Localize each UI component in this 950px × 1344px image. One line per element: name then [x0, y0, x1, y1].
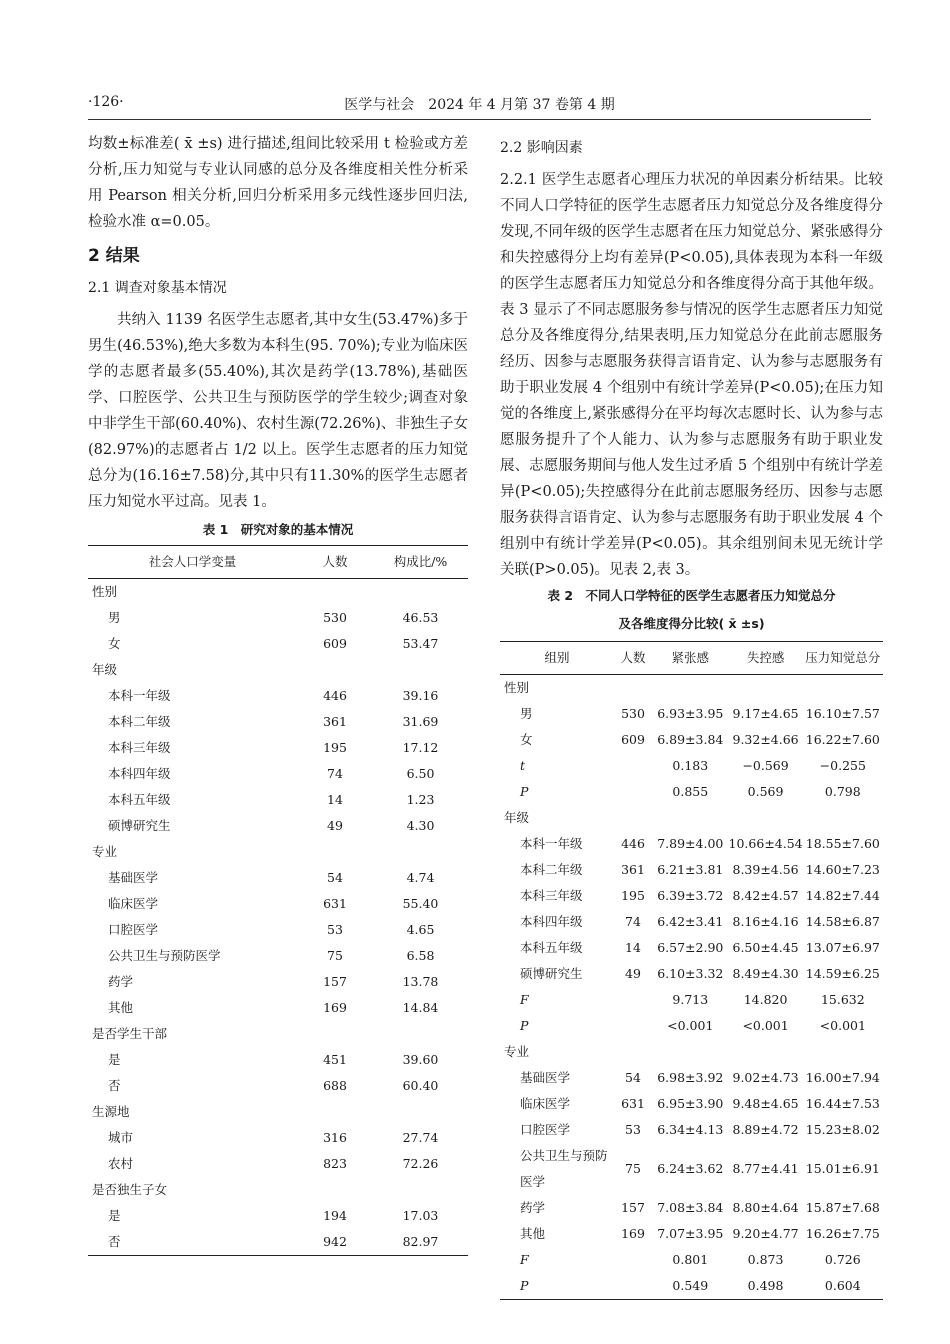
table2-cell-total: [803, 675, 883, 702]
table2-cell-label: 男: [520, 706, 533, 721]
table1-row: [88, 1073, 468, 1099]
table1-cell-count: 446: [323, 688, 347, 703]
table2-cell-loss-of-control: 9.32±4.66: [732, 732, 799, 747]
table2-cell-tension: 6.93±3.95: [657, 706, 724, 721]
table2-group-row: [500, 675, 883, 702]
table1-cell-count: 942: [297, 1229, 373, 1256]
table2-cell-loss-of-control: −0.569: [742, 758, 789, 773]
table2-cell-tension: 6.10±3.32: [657, 966, 724, 981]
table2-cell-loss-of-control: 8.16±4.16: [732, 914, 799, 929]
table1-row: [88, 891, 468, 917]
table1-cell-percent: [373, 1021, 468, 1047]
table1-cell-percent: 14.84: [402, 1000, 439, 1015]
table2-cell-tension: 6.95±3.90: [657, 1096, 724, 1111]
table1-row: [88, 1203, 468, 1229]
table2-cell-count: 54: [625, 1070, 641, 1085]
table2-cell-total: 18.55±7.60: [805, 836, 880, 851]
table1-row: [88, 709, 468, 735]
table2-cell-tension: <0.001: [667, 1018, 714, 1033]
table2-cell-tension: 7.89±4.00: [657, 836, 724, 851]
table1-cell-label: 本科三年级: [108, 740, 171, 755]
table2-cell-loss-of-control: 8.42±4.57: [732, 888, 799, 903]
table1-caption: 表 1 研究对象的基本情况: [202, 522, 354, 537]
table1-cell-percent: [373, 1099, 468, 1125]
table1-cell-label: 农村: [108, 1156, 134, 1171]
table2-cell-loss-of-control: <0.001: [742, 1018, 789, 1033]
table1-cell-percent: 17.12: [402, 740, 439, 755]
intro-paragraph: 均数±标准差( x̄ ±s) 进行描述,组间比较采用 t 检验或方差分析,压力知觉与专业认同感的总分及各维度相关性分析采用 Pearson 相关分析,回归分析采用多元线性逐步回归法,检验水准 α=0.05。: [88, 136, 468, 230]
table1-cell-percent: 55.40: [402, 896, 439, 911]
table2-stat-row: [500, 1273, 883, 1300]
table1-cell-count: 688: [323, 1078, 347, 1093]
table2-cell-count: 446: [621, 836, 645, 851]
table2-stat-row: [500, 987, 883, 1013]
table2-cell-tension: 6.42±3.41: [657, 914, 724, 929]
table1-group-row: [88, 839, 468, 865]
table1-cell-count: [297, 1021, 373, 1047]
table2-row: [500, 1091, 883, 1117]
table2-cell-loss-of-control: 0.873: [747, 1252, 784, 1267]
table2-cell-loss-of-control: [729, 675, 803, 702]
table2-group-row: [500, 1039, 883, 1065]
table2-cell-tension: [652, 1039, 728, 1065]
table2-cell-tension: 7.07±3.95: [657, 1226, 724, 1241]
table2-cell-label: 本科一年级: [520, 836, 583, 851]
table1-cell-count: 316: [323, 1130, 347, 1145]
table2-cell-loss-of-control: 8.49±4.30: [732, 966, 799, 981]
table2-header: 压力知觉总分: [803, 642, 883, 675]
table2-cell-label: 女: [520, 732, 533, 747]
table1-cell-label: 女: [108, 636, 121, 651]
table1-cell-percent: 13.78: [402, 974, 439, 989]
table2-stat-row: [500, 1247, 883, 1273]
table2-cell-count: [614, 987, 652, 1013]
table2-header-row: [500, 642, 883, 675]
table1-cell-count: 75: [327, 948, 343, 963]
table2-cell-total: −0.255: [819, 758, 866, 773]
table2-cell-count: 195: [621, 888, 645, 903]
table2-row: [500, 701, 883, 727]
table2-cell-count: 49: [625, 966, 641, 981]
table2-cell-loss-of-control: 8.39±4.56: [732, 862, 799, 877]
table2-cell-loss-of-control: [729, 1039, 803, 1065]
table2-cell-total: 13.07±6.97: [805, 940, 880, 955]
table2-cell-count: 631: [621, 1096, 645, 1111]
table2-cell-tension: 9.713: [672, 992, 709, 1007]
table2-cell-tension: 7.08±3.84: [657, 1200, 724, 1215]
table2-row: [500, 909, 883, 935]
table1-cell-label: 是否学生干部: [92, 1026, 168, 1041]
table2-cell-loss-of-control: 9.48±4.65: [732, 1096, 799, 1111]
table1-cell-percent: 6.50: [406, 766, 435, 781]
table1-cell-percent: 46.53: [402, 610, 439, 625]
table1-cell-percent: 60.40: [402, 1078, 439, 1093]
table2-cell-label: 公共卫生与预防医学: [520, 1148, 608, 1189]
table1-cell-count: [297, 1099, 373, 1125]
table2-cell-tension: 6.39±3.72: [657, 888, 724, 903]
table2-cell-total: 15.87±7.68: [805, 1200, 880, 1215]
table2-cell-loss-of-control: 6.50±4.45: [732, 940, 799, 955]
table1-cell-percent: 1.23: [406, 792, 435, 807]
table2-cell-tension: 6.98±3.92: [657, 1070, 724, 1085]
table2-cell-label: 性别: [504, 680, 530, 695]
table2-row: [500, 857, 883, 883]
table2-header: 紧张感: [652, 642, 728, 675]
table1-cell-percent: 17.03: [402, 1208, 439, 1223]
table2-cell-tension: 6.24±3.62: [657, 1161, 724, 1176]
table1-cell-label: 其他: [108, 1000, 134, 1015]
table2-cell-label: 年级: [504, 810, 530, 825]
table1-cell-count: 195: [323, 740, 347, 755]
running-header: [88, 94, 871, 114]
table2-cell-loss-of-control: 9.17±4.65: [732, 706, 799, 721]
table1-row: [88, 917, 468, 943]
table1-cell-label: 男: [108, 610, 121, 625]
table1-row: [88, 1047, 468, 1073]
page-number: ·126·: [88, 94, 124, 110]
table2-row: [500, 883, 883, 909]
table1-cell-label: 硕博研究生: [108, 818, 171, 833]
table2-cell-tension: 0.855: [672, 784, 709, 799]
section-2-1-paragraph: 共纳入 1139 名医学生志愿者,其中女生(53.47%)多于男生(46.53%),绝大多数为本科生(95. 70%);专业为临床医学的志愿者最多(55.40%),其次是药学(13.78%),基础医学、口腔医学、公共卫生与预防医学的学生较少;调查对象中非学生干部(60.40%)、农村生源(72.26%)、非独生子女(82.97%)的志愿者占 1/2 以上。医学生志愿者的压力知觉总分为(16.16±7.58)分,其中只有11.30%的医学生志愿者压力知觉水平过高。见表 1。: [88, 312, 468, 510]
table1-row: [88, 995, 468, 1021]
table2-caption-line1: 表 2 不同人口学特征的医学生志愿者压力知觉总分: [547, 588, 836, 603]
table2-cell-total: 14.59±6.25: [805, 966, 880, 981]
table2-cell-loss-of-control: 9.02±4.73: [732, 1070, 799, 1085]
table1-cell-percent: [373, 579, 468, 606]
table1-cell-count: 169: [323, 1000, 347, 1015]
table2-cell-count: [614, 1039, 652, 1065]
table2-cell-label: t: [520, 758, 526, 773]
section-2-2-heading: 2.2 影响因素: [500, 140, 583, 156]
table1-group-row: [88, 579, 468, 606]
table1-cell-label: 专业: [92, 844, 118, 859]
table1-row: [88, 605, 468, 631]
table1-row: [88, 1229, 468, 1256]
table2-cell-total: 16.00±7.94: [805, 1070, 880, 1085]
table2-header: 组别: [500, 642, 614, 675]
table2-cell-total: 14.58±6.87: [805, 914, 880, 929]
table2-cell-tension: 0.549: [652, 1273, 728, 1300]
section-2-2-1-paragraph: 2.2.1 医学生志愿者心理压力状况的单因素分析结果。比较不同人口学特征的医学生志愿者压力知觉总分及各维度得分发现,不同年级的医学生志愿者在压力知觉总分、紧张感得分和失控感得分上均有差异(P<0.05),具体表现为本科一年级的医学生志愿者压力知觉总分和各维度得分高于其他年级。表 3 显示了不同志愿服务参与情况的医学生志愿者压力知觉总分及各维度得分,结果表明,压力知觉总分在此前志愿服务经历、因参与志愿服务获得言语肯定、认为参与志愿服务有助于职业发展 4 个组别中有统计学差异(P<0.05);在压力知觉的各维度上,紧张感得分在平均每次志愿时长、认为参与志愿服务提升了个人能力、认为参与志愿服务有助于职业发展、志愿服务期间与他人发生过矛盾 5 个组别中有统计学差异(P<0.05);失控感得分在此前志愿服务经历、因参与志愿服务获得言语肯定、认为参与志愿服务有助于职业发展 4 个组别中有统计学差异(P<0.05)。其余组别间未见无统计学关联(P>0.05)。见表 2,表 3。: [500, 172, 883, 578]
table1-cell-count: 49: [327, 818, 343, 833]
table2-cell-count: [614, 1013, 652, 1039]
table2-caption-line2: 及各维度得分比较( x̄ ±s): [618, 616, 765, 631]
table1-cell-label: 基础医学: [108, 870, 159, 885]
table2-cell-label: F: [520, 1252, 529, 1267]
table2-cell-count: [614, 779, 652, 805]
table2-row: [500, 935, 883, 961]
table1-cell-count: 54: [327, 870, 343, 885]
table2-cell-total: 14.82±7.44: [805, 888, 880, 903]
table1-group-row: [88, 1177, 468, 1203]
table1-cell-label: 临床医学: [108, 896, 159, 911]
table2-row: [500, 1143, 883, 1195]
table2-cell-tension: 0.801: [672, 1252, 709, 1267]
table1-cell-count: 530: [323, 610, 347, 625]
table2-cell-label: P: [520, 1018, 529, 1033]
table1-cell-count: 361: [323, 714, 347, 729]
table2-cell-tension: [652, 805, 728, 831]
table2-cell-label: 本科二年级: [520, 862, 583, 877]
table2-cell-tension: [652, 675, 728, 702]
table2-row: [500, 727, 883, 753]
table1-cell-label: 性别: [92, 584, 118, 599]
table1-cell-label: 本科一年级: [108, 688, 171, 703]
table1-cell-count: 157: [323, 974, 347, 989]
table1-cell-count: [297, 579, 373, 606]
table1-cell-label: 否: [108, 1078, 121, 1093]
table1-cell-percent: 4.65: [406, 922, 435, 937]
table2-cell-loss-of-control: 8.89±4.72: [732, 1122, 799, 1137]
table1-cell-label: 口腔医学: [108, 922, 159, 937]
table2-cell-total: 16.10±7.57: [805, 706, 880, 721]
results-heading: 2 结果: [88, 246, 140, 266]
table2-row: [500, 1065, 883, 1091]
table1-cell-percent: 39.16: [402, 688, 439, 703]
table1-header: 构成比/%: [373, 546, 468, 579]
table2-cell-total: 16.26±7.75: [805, 1226, 880, 1241]
table2-cell-total: <0.001: [819, 1018, 866, 1033]
table2-cell-count: [614, 1273, 652, 1300]
table1-cell-label: 公共卫生与预防医学: [108, 948, 221, 963]
table1-cell-count: [297, 1177, 373, 1203]
table2-cell-label: 本科五年级: [520, 940, 583, 955]
table1-cell-label: 否: [88, 1229, 297, 1256]
table2-cell-count: 14: [625, 940, 641, 955]
table2-cell-total: 15.01±6.91: [805, 1161, 880, 1176]
table2-cell-label: 口腔医学: [520, 1122, 571, 1137]
table2-cell-total: 14.60±7.23: [805, 862, 880, 877]
table2-cell-total: 16.22±7.60: [805, 732, 880, 747]
table1-row: [88, 787, 468, 813]
table1-row: [88, 735, 468, 761]
table1-cell-count: 631: [323, 896, 347, 911]
table2-cell-label: 本科三年级: [520, 888, 583, 903]
table1-cell-label: 年级: [92, 662, 118, 677]
table1-cell-count: 14: [327, 792, 343, 807]
table2-cell-count: [614, 805, 652, 831]
table2-cell-count: 75: [625, 1161, 641, 1176]
table1-cell-label: 本科四年级: [108, 766, 171, 781]
table2-cell-loss-of-control: 8.80±4.64: [732, 1200, 799, 1215]
table1-cell-percent: 31.69: [402, 714, 439, 729]
table1: [88, 545, 468, 1256]
table2-cell-total: 15.23±8.02: [805, 1122, 880, 1137]
table1-header: 人数: [297, 546, 373, 579]
table1-cell-label: 城市: [108, 1130, 134, 1145]
table1-cell-label: 药学: [108, 974, 134, 989]
table2-cell-label: F: [520, 992, 529, 1007]
table2-header: 人数: [614, 642, 652, 675]
table2-cell-loss-of-control: 10.66±4.54: [728, 836, 803, 851]
table2-cell-total: 15.632: [820, 992, 865, 1007]
left-column: [88, 131, 468, 1256]
table2-cell-label: 临床医学: [520, 1096, 571, 1111]
table1-cell-count: 451: [323, 1052, 347, 1067]
table2-cell-loss-of-control: 0.569: [747, 784, 784, 799]
table2-cell-label: P: [500, 1273, 614, 1300]
section-2-1-heading: 2.1 调查对象基本情况: [88, 280, 227, 296]
table1-header: 社会人口学变量: [88, 546, 297, 579]
table2-row: [500, 961, 883, 987]
table2-cell-count: [614, 675, 652, 702]
table1-cell-percent: 4.30: [406, 818, 435, 833]
table1-cell-label: 本科二年级: [108, 714, 171, 729]
table1-cell-percent: 82.97: [373, 1229, 468, 1256]
table2-cell-label: P: [520, 784, 529, 799]
table2-cell-label: 基础医学: [520, 1070, 571, 1085]
table1-cell-label: 是否独生子女: [92, 1182, 168, 1197]
table1-cell-count: 194: [323, 1208, 347, 1223]
table2-cell-count: 361: [621, 862, 645, 877]
table2-group-row: [500, 805, 883, 831]
table2-cell-count: 530: [621, 706, 645, 721]
table2-cell-count: [614, 753, 652, 779]
table1-row: [88, 1151, 468, 1177]
table2-row: [500, 1195, 883, 1221]
table1-group-row: [88, 1021, 468, 1047]
table2-cell-count: 169: [621, 1226, 645, 1241]
table1-cell-percent: 72.26: [402, 1156, 439, 1171]
table2-cell-count: 74: [625, 914, 641, 929]
table2-cell-total: 0.726: [824, 1252, 861, 1267]
table1-cell-percent: 39.60: [402, 1052, 439, 1067]
table2-cell-label: 其他: [520, 1226, 546, 1241]
table2-stat-row: [500, 1013, 883, 1039]
table2-row: [500, 1221, 883, 1247]
table1-cell-percent: 6.58: [406, 948, 435, 963]
table2-row: [500, 831, 883, 857]
table2-cell-label: 药学: [520, 1200, 546, 1215]
table1-row: [88, 761, 468, 787]
table2-cell-loss-of-control: 14.820: [743, 992, 788, 1007]
header-rule: [88, 119, 871, 120]
table1-cell-count: [297, 839, 373, 865]
table2-cell-total: [803, 1039, 883, 1065]
table1-cell-label: 是: [108, 1052, 121, 1067]
table1-cell-percent: [373, 1177, 468, 1203]
table1-cell-count: 53: [327, 922, 343, 937]
table1-header-row: [88, 546, 468, 579]
table2-cell-count: 609: [621, 732, 645, 747]
table1-cell-label: 本科五年级: [108, 792, 171, 807]
table1-cell-count: [297, 657, 373, 683]
table1-row: [88, 1125, 468, 1151]
table2-cell-total: [803, 805, 883, 831]
table2-cell-total: 0.798: [824, 784, 861, 799]
table2-cell-total: 16.44±7.53: [805, 1096, 880, 1111]
table2-cell-count: 53: [625, 1122, 641, 1137]
table1-cell-percent: [373, 657, 468, 683]
table1-cell-count: 609: [323, 636, 347, 651]
table2-cell-label: 专业: [504, 1044, 530, 1059]
table2-cell-loss-of-control: 9.20±4.77: [732, 1226, 799, 1241]
table2-cell-total: 0.604: [803, 1273, 883, 1300]
table2: [500, 641, 883, 1300]
table2-stat-row: [500, 779, 883, 805]
table2-cell-loss-of-control: [729, 805, 803, 831]
table1-cell-percent: 53.47: [402, 636, 439, 651]
table1-row: [88, 683, 468, 709]
table2-cell-loss-of-control: 0.498: [729, 1273, 803, 1300]
table1-row: [88, 813, 468, 839]
table1-cell-label: 生源地: [92, 1104, 130, 1119]
table1-group-row: [88, 1099, 468, 1125]
table2-cell-count: 157: [621, 1200, 645, 1215]
table1-row: [88, 865, 468, 891]
table1-row: [88, 631, 468, 657]
table2-cell-tension: 6.34±4.13: [657, 1122, 724, 1137]
right-column: [500, 131, 883, 1300]
table1-group-row: [88, 657, 468, 683]
table2-header: 失控感: [729, 642, 803, 675]
table2-row: [500, 1117, 883, 1143]
table1-cell-count: 74: [327, 766, 343, 781]
journal-title: 医学与社会 2024 年 4 月第 37 卷第 4 期: [344, 97, 615, 113]
table2-cell-tension: 6.57±2.90: [657, 940, 724, 955]
table2-cell-count: [614, 1247, 652, 1273]
table2-cell-tension: 0.183: [672, 758, 709, 773]
table1-cell-percent: [373, 839, 468, 865]
table1-row: [88, 943, 468, 969]
table2-cell-tension: 6.21±3.81: [657, 862, 724, 877]
table1-cell-percent: 4.74: [406, 870, 435, 885]
table1-cell-label: 是: [108, 1208, 121, 1223]
table2-cell-label: 硕博研究生: [520, 966, 583, 981]
table2-stat-row: [500, 753, 883, 779]
table2-cell-label: 本科四年级: [520, 914, 583, 929]
table1-cell-percent: 27.74: [402, 1130, 439, 1145]
table2-cell-loss-of-control: 8.77±4.41: [732, 1161, 799, 1176]
table2-cell-tension: 6.89±3.84: [657, 732, 724, 747]
table1-cell-count: 823: [323, 1156, 347, 1171]
table1-row: [88, 969, 468, 995]
